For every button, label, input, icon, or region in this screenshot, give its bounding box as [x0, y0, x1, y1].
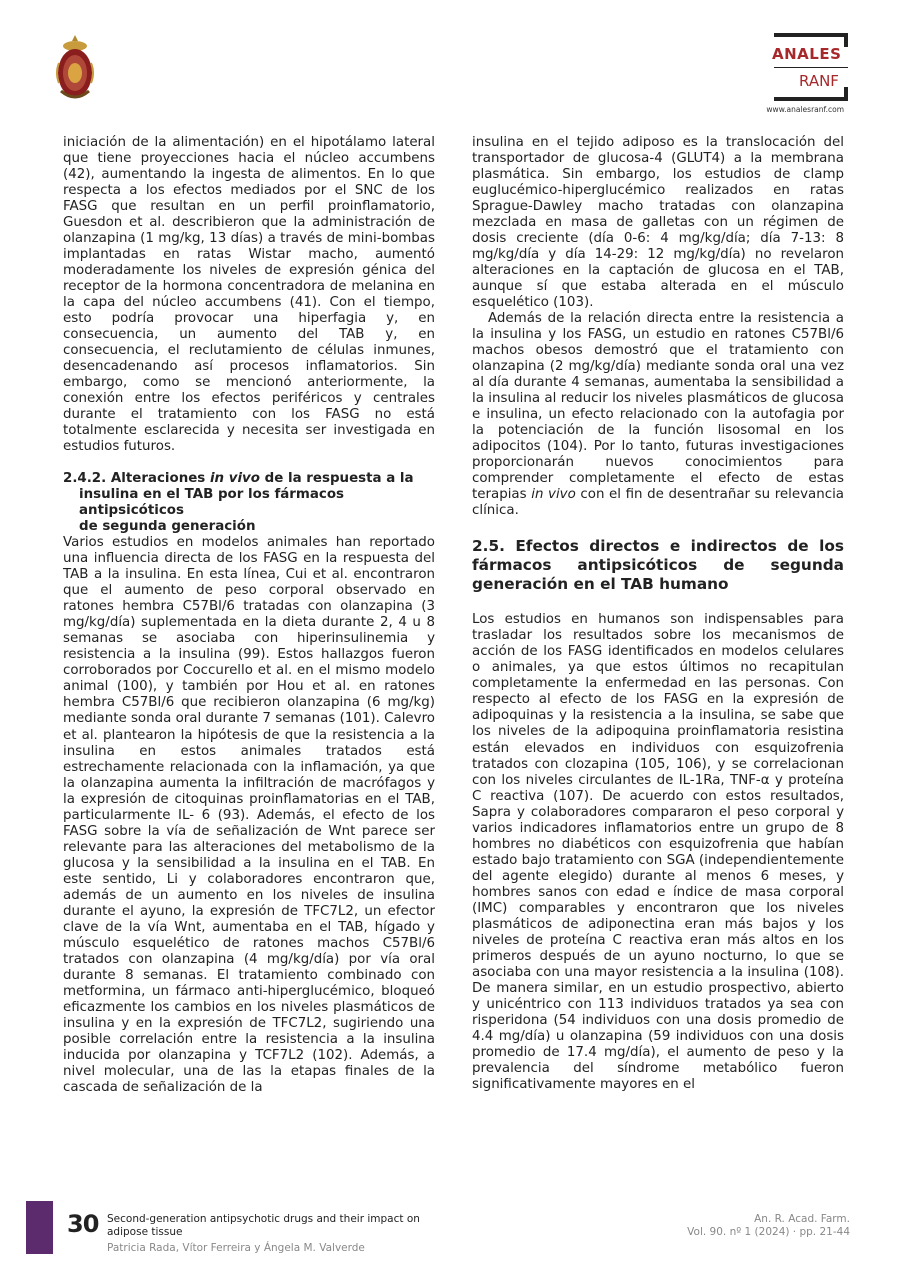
body-paragraph: [472, 311, 844, 519]
heading-number: 2.4.2.: [63, 471, 107, 487]
logo-rule: [774, 67, 848, 68]
body-text: con el fin de desentrañar su relevancia clínica.: [472, 487, 845, 519]
heading-text: Alteraciones: [110, 471, 206, 487]
body-text: Además de la relación directa entre la resistencia a la insulina y los FASG, un estudio en ratones C57Bl/6 machos obesos demostró que el tratamiento con olanzapina (2 mg/kg/día) mediante sonda oral una vez al día durante 4 semanas, aumentaba la sensibilidad a la insulina al reducir los niveles plasmáticos de glucosa e insulina, un efecto relacionado con la autofagia por la potenciación de la función lisosomal en los adipocitos (104). Por lo tanto, futuras investigaciones proporcionarán nuevos conocimientos para comprender completamente el efecto de estas terapias: [472, 311, 844, 503]
footer-volume: Vol. 90. nº 1 (2024) · pp. 21-44: [687, 1226, 850, 1238]
heading-text: de segunda generación: [79, 519, 256, 535]
body-paragraph: insulina en el tejido adiposo es la translocación del transportador de glucosa-4 (GLUT4) a la membrana plasmática. Sin embargo, los estudios de clamp euglucémico-hiperglucémico realizados en ratas Sprague-Dawley macho tratadas con olanzapina mezclada en masa de galletas con un régimen de dosis creciente (día 0-6: 4 mg/kg/día; día 7-13: 8 mg/kg/día y día 14-29: 12 mg/kg/día) no revelaron alteraciones en la captación de glucosa en el TAB, aunque sí que estaba alterada en el músculo esquelético (103).: [472, 135, 844, 311]
footer-citation: [687, 1213, 850, 1239]
logo-word-anales: ANALES: [772, 45, 842, 63]
body-paragraph: iniciación de la alimentación) en el hipotálamo lateral que tiene proyecciones hacia el núcleo accumbens (42), aumentando la ingesta de alimentos. En lo que respecta a los efectos mediados por el SNC de los FASG que resultan en un perfil proinflamatorio, Guesdon et al. describieron que la administración de olanzapina (1 mg/kg, 13 días) a través de mini-bombas implantadas en ratas Wistar macho, aumentó moderadamente los niveles de expresión génica del receptor de la hormona concentradora de melanina en la capa del núcleo accumbens (41). Con el tiempo, esto podría provocar una hiperfagia y, en consecuencia, un aumento del TAB y, en consecuencia, el reclutamiento de células inmunes, desencadenando así procesos inflamatorios. Sin embargo, como se mencionó anteriormente, la conexión entre los efectos periféricos y centrales durante el tratamiento con los FASG no está totalmente esclarecida y necesita ser investigada en estudios futuros.: [63, 135, 435, 455]
heading-text: de la respuesta a la: [264, 471, 414, 487]
footer-article-title: Second-generation antipsychotic drugs and their impact on adipose tissue: [107, 1213, 420, 1238]
right-column: [472, 135, 844, 1093]
heading-italic: in vivo: [209, 471, 260, 487]
logo-bracket-bottom: [774, 87, 848, 101]
footer-journal: An. R. Acad. Farm.: [754, 1213, 850, 1225]
body-paragraph: Varios estudios en modelos animales han reportado una influencia directa de los FASG en la respuesta del TAB a la insulina. En esta línea, Cui et al. encontraron que el aumento de peso corporal observado en ratones hembra C57Bl/6 tratadas con olanzapina (3 mg/kg/día) suplementada en la dieta durante 2, 4 u 8 semanas se asociaba con hiperinsulinemia y resistencia a la insulina (99). Estos hallazgos fueron corroborados por Coccurello et al. en el mismo modelo animal (100), y también por Hou et al. en ratones hembra C57Bl/6 que recibieron olanzapina (6 mg/kg) mediante sonda oral durante 7 semanas (101). Calevro et al. plantearon la hipótesis de que la resistencia a la insulina en estos animales tratados está estrechamente relacionada con la inflamación, ya que la olanzapina aumenta la infiltración de macrófagos y la expresión de citoquinas proinflamatorias en el TAB, particularmente IL- 6 (93). Además, el efecto de los FASG sobre la vía de señalización de Wnt parece ser relevante para las alteraciones del metabolismo de la glucosa y la sensibilidad a la insulina en el TAB. En este sentido, Li y colaboradores encontraron que, además de un aumento en los niveles de insulina durante el ayuno, la expresión de TFC7L2, un efector clave de la vía Wnt, aumentaba en el TAB, hígado y músculo esquelético de ratones machos C57Bl/6 tratados con olanzapina (4 mg/kg/día) por vía oral durante 8 semanas. El tratamiento combinado con metformina, un fármaco anti-hiperglucémico, bloqueó eficazmente los cambios en los niveles plasmáticos de insulina y en la expresión de TFC7L2, sugiriendo una posible correlación entre la resistencia a la insulina inducida por olanzapina y TCF7L2 (102). Además, a nivel molecular, una de las la etapas finales de la cascada de señalización de la: [63, 535, 435, 1095]
page-number: 30: [67, 1210, 99, 1238]
heading-text: insulina en el TAB por los fármacos antipsicóticos: [79, 487, 345, 519]
footer-accent-bar: [26, 1201, 53, 1254]
logo-word-ranf: RANF: [799, 72, 839, 90]
journal-url-link[interactable]: www.analesranf.com: [766, 105, 844, 114]
body-paragraph: Los estudios en humanos son indispensables para trasladar los resultados sobre los mecanismos de acción de los FASG identificados en modelos celulares o animales, ya que estos últimos no recapitulan completamente la enfermedad en las personas. Con respecto al efecto de los FASG en la expresión de adipoquinas y la resistencia a la insulina, se sabe que los niveles de la adipoquina proinflamatoria resistina están elevados en individuos con esquizofrenia tratados con clozapina (105, 106), y se correlacionan con los niveles circulantes de IL-1Ra, TNF-α y proteína C reactiva (107). De acuerdo con estos resultados, Sapra y colaboradores compararon el peso corporal y varios indicadores inflamatorios entre un grupo de 8 hombres no diabéticos con esquizofrenia que habían estado bajo tratamiento con SGA (independientemente del agente elegido) durante al menos 6 meses, y hombres sanos con edad e índice de masa corporal (IMC) comparables y encontraron que los niveles plasmáticos de adiponectina eran más bajos y los niveles de proteína C reactiva eran más altos en los primeros después de un ayuno nocturno, lo que se asociaba con una mayor resistencia a la insulina (108). De manera similar, en un estudio prospectivo, abierto y unicéntrico con 113 individuos tratados ya sea con risperidona (54 individuos con una dosis promedio de 4.4 mg/día) u olanzapina (59 individuos con una dosis promedio de 17.4 mg/día), el aumento de peso y la prevalencia del síndrome metabólico fueron significativamente mayores en el: [472, 612, 844, 1092]
footer-authors: Patricia Rada, Vítor Ferreira y Ángela M. Valverde: [107, 1242, 365, 1254]
academy-crest-logo: [55, 33, 95, 103]
section-heading-2-5: 2.5. Efectos directos e indirectos de los fármacos antipsicóticos de segunda generación en el TAB humano: [472, 537, 844, 594]
anales-ranf-logo: [738, 33, 850, 119]
body-italic: in vivo: [531, 487, 576, 503]
left-column: [63, 135, 435, 1096]
section-heading-2-4-2: [63, 471, 435, 535]
